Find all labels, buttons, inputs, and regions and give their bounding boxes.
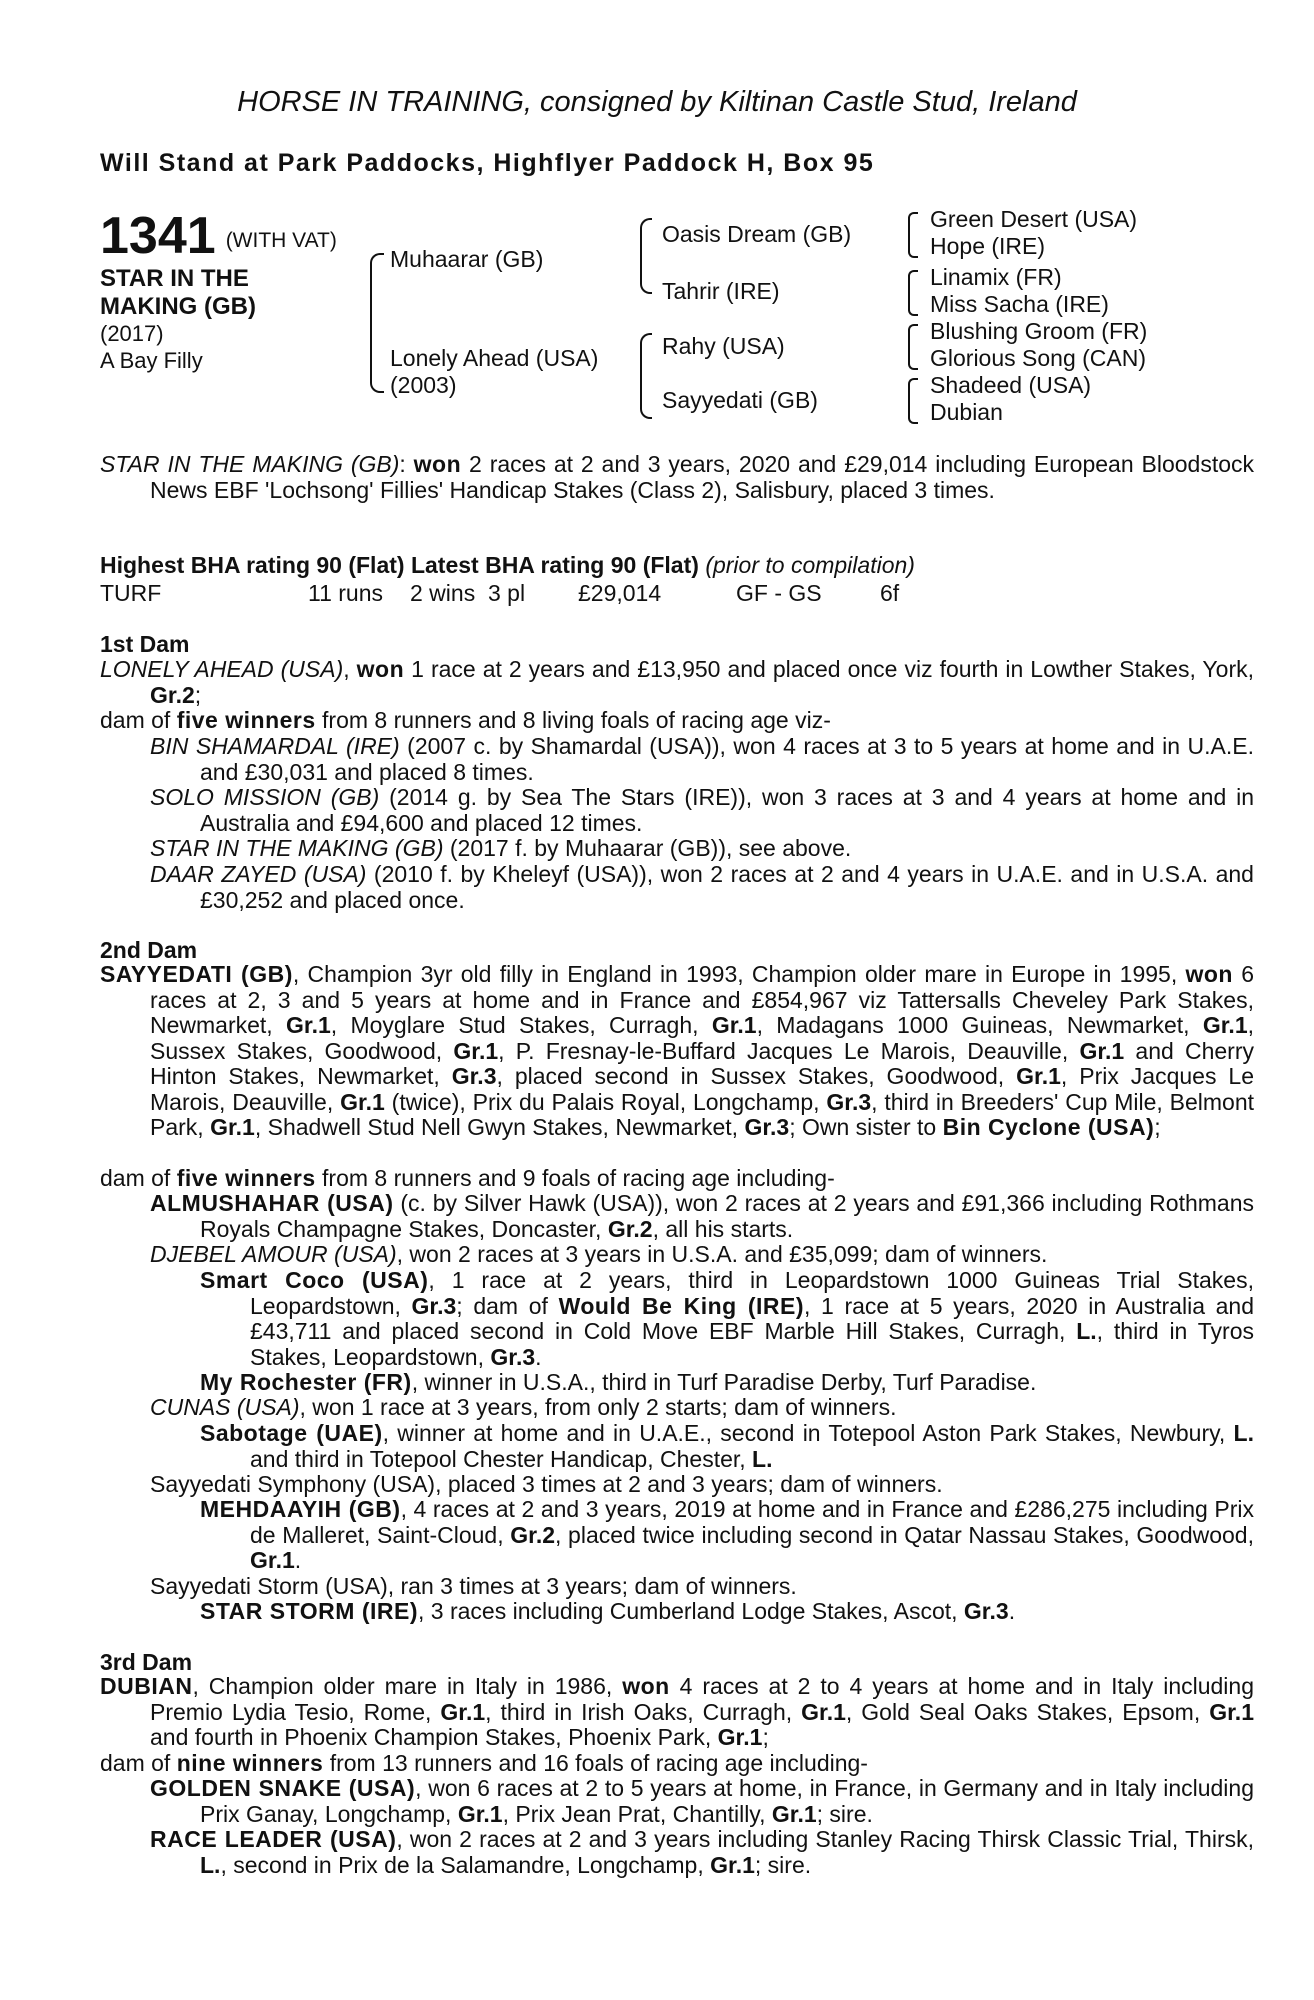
text-fragment: Gr.3 xyxy=(826,1088,872,1115)
third-dam-produce xyxy=(100,1751,1204,1777)
horse-meta xyxy=(100,320,203,374)
first-dam-produce-post: from 8 runners and 8 living foals of racing age viz- xyxy=(315,707,831,733)
text-fragment: , second in Prix de la Salamandre, Longchamp, xyxy=(220,1851,711,1878)
text-fragment: ; xyxy=(1154,1114,1161,1140)
pedigree-ssd: Hope (IRE) xyxy=(930,233,1046,259)
page-heading: HORSE IN TRAINING, consigned by Kiltinan Castle Stud, Ireland xyxy=(237,86,1077,118)
horse-name-line2: MAKING (GB) xyxy=(100,293,256,320)
text-fragment: Gr.1 xyxy=(1202,1012,1248,1038)
text-fragment: , 3 races including Cumberland Lodge Stakes, Ascot, xyxy=(417,1598,964,1624)
first-dam-won: won xyxy=(356,656,405,682)
text-fragment: ; dam of xyxy=(456,1292,559,1319)
pedigree-bracket-ds xyxy=(908,324,918,370)
turf-wins: 2 wins xyxy=(410,580,476,606)
first-dam-name: LONELY AHEAD (USA) xyxy=(100,656,344,682)
progeny-name: DJEBEL AMOUR (USA) xyxy=(150,1241,397,1267)
vat-note: (WITH VAT) xyxy=(225,229,337,252)
first-dam-produce-pre: dam of xyxy=(100,707,177,733)
pedigree-dss: Blushing Groom (FR) xyxy=(930,318,1148,344)
third-dam-name: DUBIAN xyxy=(100,1673,193,1699)
text-fragment: , third in Tyros Stakes, Leopardstown, xyxy=(250,1318,1254,1370)
turf-going: GF - GS xyxy=(736,580,822,606)
progeny-item xyxy=(150,1776,1254,1827)
text-fragment: Gr.2 xyxy=(607,1215,653,1242)
progeny-name: RACE LEADER (USA) xyxy=(150,1826,397,1852)
text-fragment: Gr.1 xyxy=(210,1114,255,1140)
second-dam-produce xyxy=(100,1166,1204,1192)
progeny-name: DAAR ZAYED (USA) xyxy=(150,861,367,887)
text-fragment: , third in Irish Oaks, Curragh, xyxy=(485,1698,802,1725)
progeny-item xyxy=(150,1827,1254,1878)
text-fragment: ; xyxy=(762,1724,769,1750)
second-dam-name: SAYYEDATI (GB) xyxy=(100,961,293,987)
text-fragment: , winner at home and in U.A.E., second in Totepool Aston Park Stakes, Newbury, xyxy=(382,1420,1234,1446)
text-fragment: L. xyxy=(1076,1318,1097,1344)
progeny-text: Sayyedati Symphony (USA), placed 3 times at 2 and 3 years; dam of winners. xyxy=(150,1471,943,1497)
pedigree-dam-year: (2003) xyxy=(390,372,457,398)
text-fragment: L. xyxy=(200,1851,221,1878)
progeny-text: (2010 f. by Kheleyf (USA)), won 2 races at 2 and 4 years in U.A.E. and in U.S.A. and £30,252 and placed once. xyxy=(200,861,1254,913)
pedigree-dam-sire: Rahy (USA) xyxy=(662,333,785,359)
text-fragment: , Moyglare Stud Stakes, Curragh, xyxy=(330,1012,712,1038)
pedigree-sire-dam: Tahrir (IRE) xyxy=(662,278,780,304)
pedigree-bracket-dam xyxy=(640,333,652,419)
progeny-name: SOLO MISSION (GB) xyxy=(150,784,380,810)
progeny-name: MEHDAAYIH (GB) xyxy=(200,1496,401,1522)
text-fragment: from 13 runners and 16 foals of racing age including- xyxy=(323,1750,868,1776)
text-fragment: , 1 race at 5 years, 2020 in Australia and £43,711 and placed second in Cold Move EBF Marble Hill Stakes, Curragh, xyxy=(250,1292,1255,1344)
text-fragment: Gr.1 xyxy=(457,1800,503,1827)
progeny-text: Sayyedati Storm (USA), ran 3 times at 3 years; dam of winners. xyxy=(150,1573,797,1599)
horse-year: (2017) xyxy=(100,321,164,346)
text-fragment: Gr.1 xyxy=(1209,1698,1254,1725)
text-fragment: Gr.3 xyxy=(451,1063,497,1089)
rating-note: (prior to compilation) xyxy=(705,552,915,578)
text-fragment: . xyxy=(1008,1598,1016,1624)
pedigree-sds: Linamix (FR) xyxy=(930,264,1062,290)
text-fragment: , won 2 races at 3 years in U.S.A. and £35,099; dam of winners. xyxy=(396,1241,1048,1267)
progeny-name: STAR STORM (IRE) xyxy=(200,1598,418,1624)
summary-horse-name: STAR IN THE MAKING (GB) xyxy=(100,451,400,477)
pedigree-dam-dam: Sayyedati (GB) xyxy=(662,387,818,413)
grand-progeny-item xyxy=(200,1370,1254,1396)
text-fragment: , Prix Jean Prat, Chantilly, xyxy=(502,1800,772,1827)
second-dam-record xyxy=(100,962,1254,1141)
pedigree-bracket-dd xyxy=(908,378,918,424)
text-fragment: L. xyxy=(752,1445,773,1472)
text-fragment: Gr.1 xyxy=(801,1698,846,1725)
first-dam-heading: 1st Dam xyxy=(100,631,190,657)
pedigree-bracket-sire xyxy=(640,218,652,294)
progeny-item xyxy=(150,1574,1254,1600)
first-dam-grade: Gr.2 xyxy=(150,681,195,708)
text-fragment: Gr.3 xyxy=(411,1292,457,1319)
progeny-item xyxy=(150,1395,1254,1421)
text-fragment: Gr.1 xyxy=(250,1547,295,1573)
progeny-name: My Rochester (FR) xyxy=(200,1369,412,1395)
lot-number xyxy=(100,208,337,269)
progeny-item xyxy=(150,1191,1254,1242)
turf-runs: 11 runs xyxy=(308,580,384,606)
turf-surface: TURF xyxy=(100,580,162,606)
grand-progeny-item xyxy=(200,1268,1254,1370)
pedigree-dam: Lonely Ahead (USA) xyxy=(390,345,599,371)
text-fragment: ; Own sister to xyxy=(789,1114,943,1140)
text-fragment: , Champion older mare in Italy in 1986, xyxy=(192,1673,623,1699)
progeny-name: ALMUSHAHAR (USA) xyxy=(150,1190,394,1216)
second-dam-heading: 2nd Dam xyxy=(100,937,198,963)
bha-rating xyxy=(100,552,915,578)
pedigree-bracket-sd xyxy=(908,270,918,316)
text-fragment: dam of xyxy=(100,1750,177,1776)
text-fragment: , 4 races at 2 and 3 years, 2019 at home and in France and £286,275 including Prix de Malleret, Saint-Cloud, xyxy=(250,1496,1254,1548)
progeny-item xyxy=(150,862,1254,913)
text-fragment: Gr.1 xyxy=(1079,1037,1125,1064)
race-summary: STAR IN THE MAKING (GB): won 2 races at 2 and 3 years, 2020 and £29,014 including European Bloodstock News EBF 'Lochsong' Fillies' Handicap Stakes (Class 2), Salisbury, placed 3 times. xyxy=(100,451,1255,503)
lot-number-value: 1341 xyxy=(100,207,216,265)
summary-text: 2 races at 2 and 3 years, 2020 and £29,014 including European Bloodstock News EBF 'Lochsong' Fillies' Handicap Stakes (Class 2), Salisbury, placed 3 times. xyxy=(150,451,1255,503)
text-fragment: , placed twice including second in Qatar Nassau Stakes, Goodwood, xyxy=(555,1521,1254,1548)
turf-placed: 3 pl xyxy=(488,580,526,606)
first-dam-produce xyxy=(100,708,1204,734)
progeny-item xyxy=(150,836,1254,862)
text-fragment: won xyxy=(1185,961,1233,987)
first-dam-produce-count: five winners xyxy=(176,707,316,733)
progeny-name: Sabotage (UAE) xyxy=(200,1420,383,1446)
horse-name-line1: STAR IN THE xyxy=(100,265,249,292)
pedigree-ddd: Dubian xyxy=(930,399,1003,425)
text-fragment: (twice), Prix du Palais Royal, Longchamp, xyxy=(384,1088,827,1115)
grand-progeny-item xyxy=(200,1497,1254,1574)
text-fragment: , Gold Seal Oaks Stakes, Epsom, xyxy=(845,1698,1210,1725)
progeny-name: STAR IN THE MAKING (GB) xyxy=(150,835,444,861)
progeny-item xyxy=(150,1242,1254,1268)
progeny-text: (2007 c. by Shamardal (USA)), won 4 races at 3 to 5 years at home and in U.A.E. and £30,031 and placed 8 times. xyxy=(200,733,1254,785)
text-fragment: from 8 runners and 9 foals of racing age including- xyxy=(315,1165,835,1191)
text-fragment: and fourth in Phoenix Champion Stakes, Phoenix Park, xyxy=(150,1724,718,1750)
text-fragment: won xyxy=(622,1673,670,1699)
text-fragment: Would Be King (IRE) xyxy=(558,1292,804,1319)
progeny-text: (2017 f. by Muhaarar (GB)), see above. xyxy=(443,835,852,861)
text-fragment: and Cherry Hinton Stakes, Newmarket, xyxy=(150,1037,1254,1089)
text-fragment: Gr.1 xyxy=(453,1037,499,1064)
text-fragment: 6 races at 2, 3 and 5 years at home and in France and £854,967 viz Tattersalls Cheveley Park Stakes, Newmarket, xyxy=(150,961,1254,1038)
text-fragment: , Prix Jacques Le Marois, Deauville, xyxy=(150,1063,1254,1115)
text-fragment: L. xyxy=(1233,1420,1254,1446)
rating-label: Highest BHA rating 90 (Flat) Latest BHA rating 90 (Flat) xyxy=(100,552,699,578)
text-fragment: Gr.1 xyxy=(440,1698,486,1725)
pedigree-bracket-ss xyxy=(908,212,918,258)
text-fragment: 4 races at 2 to 4 years at home and in Italy including Premio Lydia Tesio, Rome, xyxy=(150,1673,1254,1725)
text-fragment: , Madagans 1000 Guineas, Newmarket, xyxy=(756,1012,1203,1038)
progeny-name: Smart Coco (USA) xyxy=(200,1267,429,1293)
first-dam-record: LONELY AHEAD (USA), won 1 race at 2 years and £13,950 and placed once viz fourth in Lowther Stakes, York, Gr.2; xyxy=(100,656,1254,708)
progeny-item xyxy=(150,734,1254,785)
text-fragment: , won 1 race at 3 years, from only 2 starts; dam of winners. xyxy=(299,1394,897,1420)
text-fragment: Gr.1 xyxy=(340,1088,385,1115)
horse-name xyxy=(100,265,330,321)
text-fragment: , Champion 3yr old filly in England in 1993, Champion older mare in Europe in 1995, xyxy=(292,961,1186,987)
stand-location: Will Stand at Park Paddocks, Highflyer Paddock H, Box 95 xyxy=(100,149,875,177)
text-fragment: ; sire. xyxy=(816,1800,873,1827)
text-fragment: Gr.1 xyxy=(286,1012,331,1038)
grand-progeny-item xyxy=(200,1421,1254,1472)
text-fragment: Gr.1 xyxy=(711,1012,757,1038)
text-fragment: Gr.1 xyxy=(717,1724,763,1750)
text-fragment: , 1 race at 2 years, third in Leopardstown 1000 Guineas Trial Stakes, Leopardstown, xyxy=(250,1267,1254,1319)
turf-earnings: £29,014 xyxy=(578,580,662,606)
progeny-name: GOLDEN SNAKE (USA) xyxy=(150,1775,416,1801)
second-dam-produce-count: five winners xyxy=(176,1165,316,1191)
progeny-name: BIN SHAMARDAL (IRE) xyxy=(150,733,400,759)
text-fragment: , placed second in Sussex Stakes, Goodwood, xyxy=(496,1063,1017,1089)
text-fragment: Gr.3 xyxy=(744,1114,790,1140)
progeny-name: CUNAS (USA) xyxy=(150,1394,300,1420)
text-fragment: . xyxy=(535,1343,542,1370)
first-dam-text: 1 race at 2 years and £13,950 and placed once viz fourth in Lowther Stakes, York, xyxy=(404,656,1254,682)
text-fragment: , winner in U.S.A., third in Turf Paradise Derby, Turf Paradise. xyxy=(411,1369,1037,1395)
text-fragment: Gr.1 xyxy=(710,1851,755,1878)
pedigree-sss: Green Desert (USA) xyxy=(930,206,1138,232)
third-dam-heading: 3rd Dam xyxy=(100,1649,193,1675)
text-fragment: , Sussex Stakes, Goodwood, xyxy=(150,1012,1255,1064)
text-fragment: , P. Fresnay-le-Buffard Jacques Le Marois, Deauville, xyxy=(498,1037,1080,1064)
grade-label: Gr.2 xyxy=(510,1521,556,1548)
progeny-item xyxy=(150,785,1254,836)
text-fragment: . xyxy=(294,1547,302,1573)
pedigree-dds: Shadeed (USA) xyxy=(930,372,1092,398)
text-fragment: , all his starts. xyxy=(652,1215,794,1242)
text-fragment: and third in Totepool Chester Handicap, Chester, xyxy=(250,1445,753,1472)
text-fragment: , won 6 races at 2 to 5 years at home, in France, in Germany and in Italy including Prix Ganay, Longchamp, xyxy=(200,1775,1254,1827)
text-fragment: Gr.3 xyxy=(963,1598,1009,1624)
text-fragment: ; sire. xyxy=(754,1851,812,1878)
text-fragment: Gr.3 xyxy=(490,1343,536,1370)
pedigree-sire-sire: Oasis Dream (GB) xyxy=(662,221,852,247)
grand-progeny-item xyxy=(200,1599,1254,1625)
progeny-item xyxy=(150,1472,1254,1498)
third-dam-produce-count: nine winners xyxy=(176,1750,324,1776)
text-fragment: , Shadwell Stud Nell Gwyn Stakes, Newmarket, xyxy=(254,1114,745,1140)
second-dam-sister: Bin Cyclone (USA) xyxy=(942,1114,1155,1140)
text-fragment: (c. by Silver Hawk (USA)), won 2 races at 2 years and £91,366 including Rothmans Royals Champagne Stakes, Doncaster, xyxy=(200,1190,1254,1242)
text-fragment: , won 2 races at 2 and 3 years including Stanley Racing Thirsk Classic Trial, Thirsk, xyxy=(396,1826,1255,1852)
turf-distance: 6f xyxy=(880,580,900,606)
horse-description: A Bay Filly xyxy=(100,348,203,373)
text-fragment: dam of xyxy=(100,1165,177,1191)
text-fragment: Gr.1 xyxy=(1016,1063,1061,1089)
pedigree-dsd: Glorious Song (CAN) xyxy=(930,345,1147,371)
pedigree-sire: Muhaarar (GB) xyxy=(390,246,544,272)
text-fragment: Gr.1 xyxy=(771,1800,817,1827)
third-dam-record xyxy=(100,1674,1254,1751)
pedigree-sdd: Miss Sacha (IRE) xyxy=(930,291,1109,317)
text-fragment: , third in Breeders' Cup Mile, Belmont Park, xyxy=(150,1088,1254,1140)
summary-won: won xyxy=(413,451,462,477)
progeny-text: (2014 g. by Sea The Stars (IRE)), won 3 races at 3 and 4 years at home and in Australia and £94,600 and placed 12 times. xyxy=(200,784,1254,836)
pedigree-bracket-main xyxy=(370,253,384,393)
